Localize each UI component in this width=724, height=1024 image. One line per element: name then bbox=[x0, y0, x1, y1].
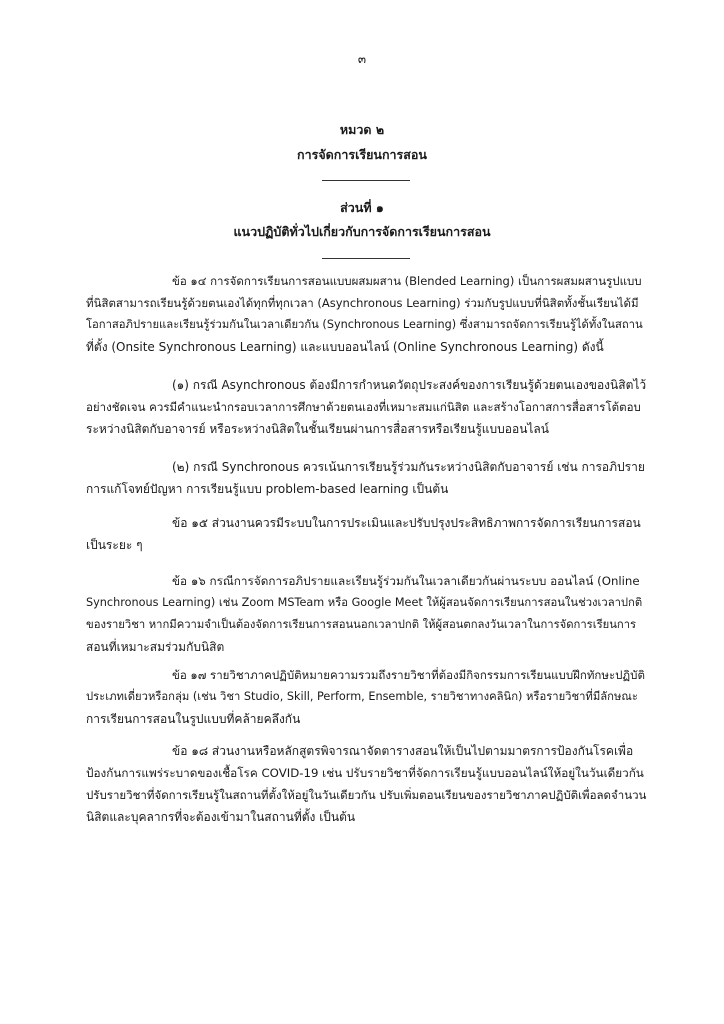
paragraph-line: Synchronous Learning) เช่น Zoom MSTeam หรือ Google Meet ให้ผู้สอนจัดการเรียนการสอนในช่วงเวลาปกติ bbox=[86, 596, 643, 609]
paragraph-line: ข้อ ๑๖ กรณีการจัดการอภิปรายและเรียนรู้ร่วมกันในเวลาเดียวกันผ่านระบบ ออนไลน์ (Online bbox=[172, 574, 640, 588]
paragraph-line: เป็นระยะ ๆ bbox=[86, 538, 143, 552]
chapter-title: การจัดการเรียนการสอน bbox=[297, 147, 427, 162]
chapter-divider bbox=[322, 180, 410, 181]
clause-14 bbox=[86, 270, 646, 358]
paragraph-line: ข้อ ๑๔ การจัดการเรียนการสอนแบบผสมผสาน (Blended Learning) เป็นการผสมผสานรูปแบบ bbox=[172, 274, 642, 288]
paragraph-line: ข้อ ๑๕ ส่วนงานควรมีระบบในการประเมินและปรับปรุงประสิทธิภาพการจัดการเรียนการสอน bbox=[172, 516, 641, 530]
section-divider bbox=[322, 258, 410, 259]
paragraph-line: โอกาสอภิปรายและเรียนรู้ร่วมกันในเวลาเดียวกัน (Synchronous Learning) ซึ่งสามารถจัดการเรียนรู้ได้ทั้งในสถาน bbox=[86, 318, 643, 331]
paragraph-line: ประเภทเดี่ยวหรือกลุ่ม (เช่น วิชา Studio, Skill, Perform, Ensemble, รายวิชาทางคลินิก) หรือรายวิชาที่มีลักษณะ bbox=[86, 690, 638, 703]
section-title: แนวปฏิบัติทั่วไปเกี่ยวกับการจัดการเรียนการสอน bbox=[233, 224, 491, 239]
paragraph-line: ที่นิสิตสามารถเรียนรู้ด้วยตนเองได้ทุกที่ทุกเวลา (Asynchronous Learning) ร่วมกับรูปแบบที่นิสิตทั้งชั้นเรียนได้มี bbox=[86, 296, 639, 310]
paragraph-line: สอนที่เหมาะสมร่วมกับนิสิต bbox=[86, 640, 225, 654]
paragraph-line: ปรับรายวิชาที่จัดการเรียนรู้ในสถานที่ตั้งให้อยู่ในวันเดียวกัน ปรับเพิ่มตอนเรียนของรายวิชาภาคปฏิบัติเพื่อลดจำนวน bbox=[86, 788, 647, 802]
paragraph-line: อย่างชัดเจน ควรมีคำแนะนำกรอบเวลาการศึกษาด้วยตนเองที่เหมาะสมแก่นิสิต และสร้างโอกาสการสื่อสารโต้ตอบ bbox=[86, 400, 641, 414]
paragraph-line: ที่ตั้ง (Onsite Synchronous Learning) และแบบออนไลน์ (Online Synchronous Learning) ดังนี้ bbox=[86, 340, 604, 354]
chapter-number: หมวด ๒ bbox=[339, 122, 385, 137]
section-number: ส่วนที่ ๑ bbox=[340, 200, 384, 215]
paragraph-line: ระหว่างนิสิตกับอาจารย์ หรือระหว่างนิสิตในชั้นเรียนผ่านการสื่อสารหรือเรียนรู้แบบออนไลน์ bbox=[86, 422, 549, 436]
paragraph-line: การเรียนการสอนในรูปแบบที่คล้ายคลึงกัน bbox=[86, 712, 301, 726]
clause-18 bbox=[86, 740, 646, 828]
paragraph-line: นิสิตและบุคลากรที่จะต้องเข้ามาในสถานที่ตั้ง เป็นต้น bbox=[86, 810, 356, 824]
paragraph-line: ข้อ ๑๘ ส่วนงานหรือหลักสูตรพิจารณาจัดตารางสอนให้เป็นไปตามมาตรการป้องกันโรคเพื่อ bbox=[172, 744, 634, 758]
paragraph-line: ป้องกันการแพร่ระบาดของเชื้อโรค COVID-19 เช่น ปรับรายวิชาที่จัดการเรียนรู้แบบออนไลน์ให้อยู่ในวันเดียวกัน bbox=[86, 766, 644, 780]
page-number: ๓ bbox=[357, 52, 367, 66]
clause-16 bbox=[86, 570, 646, 658]
paragraph-line: ข้อ ๑๗ รายวิชาภาคปฏิบัติหมายความรวมถึงรายวิชาที่ต้องมีกิจกรรมการเรียนแบบฝึกทักษะปฏิบัติ bbox=[172, 668, 645, 682]
paragraph-line: (๒) กรณี Synchronous ควรเน้นการเรียนรู้ร่วมกันระหว่างนิสิตกับอาจารย์ เช่น การอภิปราย bbox=[172, 460, 645, 474]
clause-15 bbox=[86, 512, 646, 556]
clause-14-item-1 bbox=[86, 374, 646, 440]
paragraph-line: การแก้โจทย์ปัญหา การเรียนรู้แบบ problem-based learning เป็นต้น bbox=[86, 482, 449, 496]
clause-17 bbox=[86, 664, 646, 730]
paragraph-line: (๑) กรณี Asynchronous ต้องมีการกำหนดวัตถุประสงค์ของการเรียนรู้ด้วยตนเองของนิสิตไว้ bbox=[172, 378, 647, 392]
clause-14-item-2 bbox=[86, 456, 646, 500]
paragraph-line: ของรายวิชา หากมีความจำเป็นต้องจัดการเรียนการสอนนอกเวลาปกติ ให้ผู้สอนตกลงวันเวลาในการจัดการเรียนการ bbox=[86, 618, 637, 631]
